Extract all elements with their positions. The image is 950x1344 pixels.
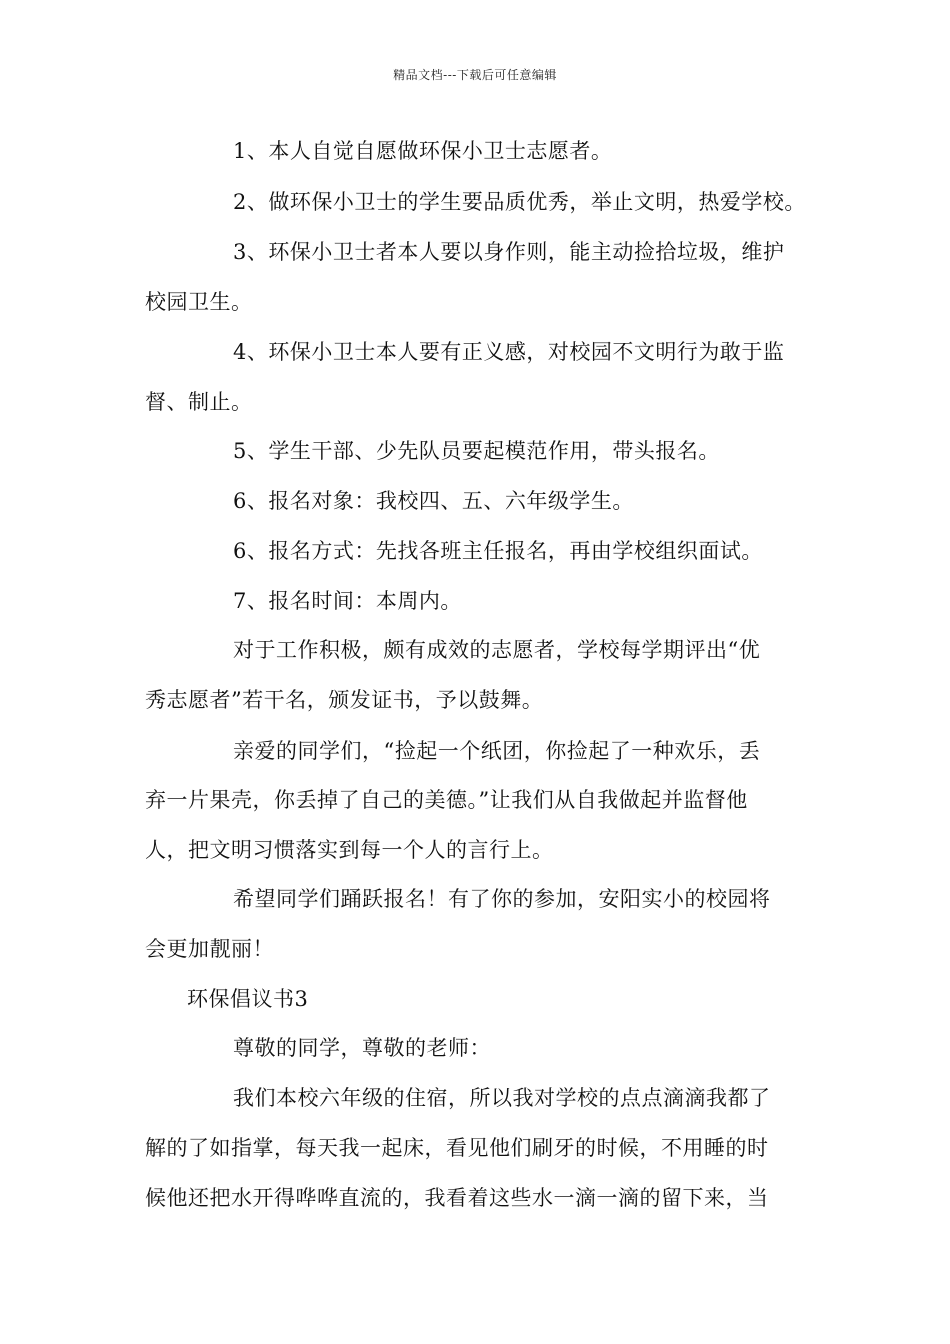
paragraph-line: 亲爱的同学们，“捡起一个纸团，你捡起了一种欢乐，丢 <box>233 739 761 763</box>
paragraph-line: 对于工作积极，颇有成效的志愿者，学校每学期评出“优 <box>233 638 761 662</box>
paragraph-line: 解的了如指掌，每天我一起床，看见他们刷牙的时候，不用睡的时 <box>145 1136 769 1160</box>
salutation-line: 尊敬的同学，尊敬的老师： <box>233 1036 491 1060</box>
paragraph-line: 我们本校六年级的住宿，所以我对学校的点点滴滴我都了 <box>233 1086 771 1110</box>
paragraph-line: 4、环保小卫士本人要有正义感，对校园不文明行为敢于监 <box>233 340 785 364</box>
paragraph-line: 弃一片果壳，你丢掉了自己的美德。”让我们从自我做起并监督他 <box>145 788 748 812</box>
paragraph-line: 1、本人自觉自愿做环保小卫士志愿者。 <box>233 139 613 163</box>
paragraph-line: 希望同学们踊跃报名！有了你的参加，安阳实小的校园将 <box>233 887 771 911</box>
section-heading: 环保倡议书3 <box>187 987 309 1011</box>
paragraph-line: 秀志愿者”若干名，颁发证书，予以鼓舞。 <box>145 688 544 712</box>
paragraph-line: 督、制止。 <box>145 390 253 414</box>
paragraph-line: 6、报名方式：先找各班主任报名，再由学校组织面试。 <box>233 539 763 563</box>
paragraph-line: 候他还把水开得哗哗直流的，我看着这些水一滴一滴的留下来，当 <box>145 1186 769 1210</box>
paragraph-line: 7、报名时间：本周内。 <box>233 589 462 613</box>
paragraph-line: 2、做环保小卫士的学生要品质优秀，举止文明，热爱学校。 <box>233 190 806 214</box>
paragraph-line: 会更加靓丽！ <box>145 937 274 961</box>
paragraph-line: 校园卫生。 <box>145 290 253 314</box>
paragraph-line: 人，把文明习惯落实到每一个人的言行上。 <box>145 838 554 862</box>
paragraph-line: 5、学生干部、少先队员要起模范作用，带头报名。 <box>233 439 720 463</box>
page-header: 精品文档---下载后可任意编辑 <box>393 68 557 82</box>
paragraph-line: 6、报名对象：我校四、五、六年级学生。 <box>233 489 634 513</box>
paragraph-line: 3、环保小卫士者本人要以身作则，能主动捡拾垃圾，维护 <box>233 240 785 264</box>
